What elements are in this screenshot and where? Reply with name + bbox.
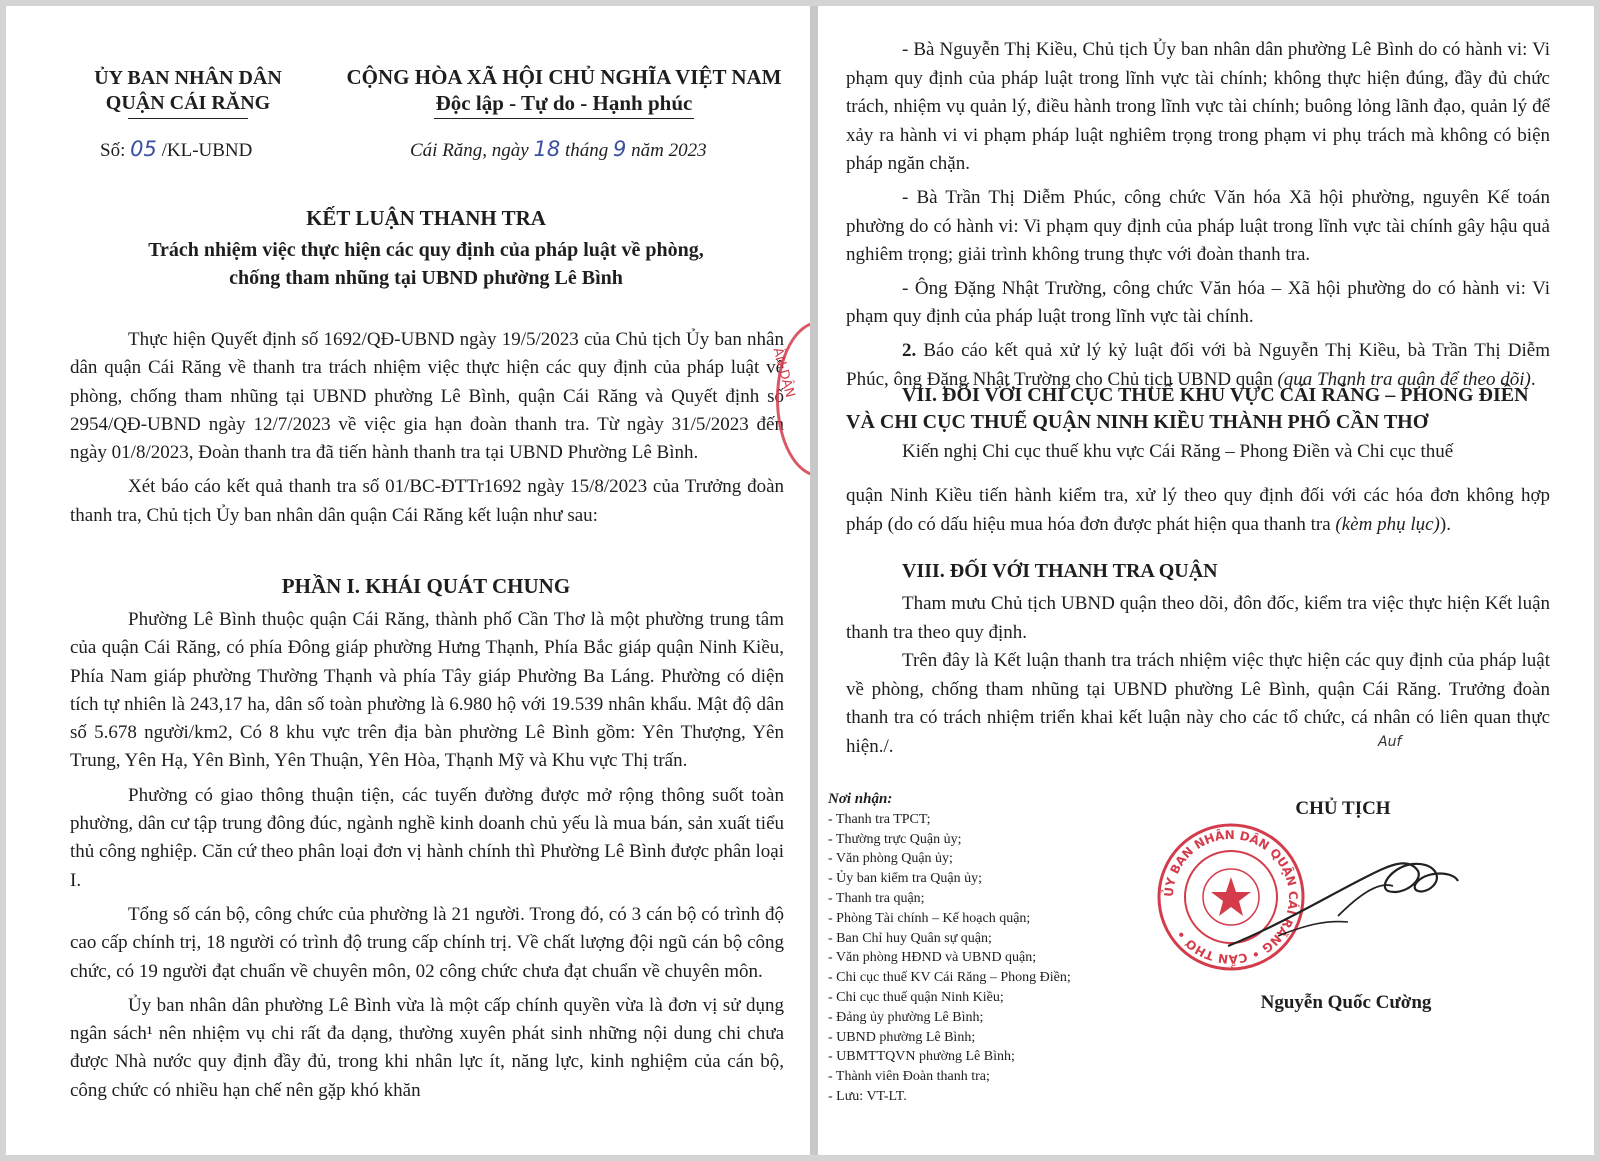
country-name: CỘNG HÒA XÃ HỘI CHỦ NGHĨA VIỆT NAM — [346, 65, 782, 89]
title-sub-1: Trách nhiệm việc thực hiện các quy định của pháp luật về phòng, — [148, 239, 704, 261]
signer-name: Nguyễn Quốc Cường — [1260, 992, 1432, 1013]
intro-paragraph: Xét báo cáo kết quả thanh tra số 01/BC-ĐTTr1692 ngày 15/8/2023 của Trưởng đoàn thanh tra, Chủ tịch Ủy ban nhân dân quận Cái Răng kết luận như sau: — [70, 476, 784, 526]
date-prefix: Cái Răng, ngày — [410, 140, 529, 161]
report-item-text: Báo cáo kết quả xử lý kỷ luật đối với bà Nguyễn Thị Kiều, bà Trần Thị Diễm Phúc, ông Đặng Nhật Trường cho Chủ tịch UBND quận — [846, 339, 1550, 390]
recipient-item: - Thanh tra quận; — [828, 890, 925, 906]
recipient-item: - Ủy ban kiểm tra Quận ủy; — [828, 871, 982, 887]
day-handwritten: 18 — [533, 137, 561, 161]
closing-block — [846, 647, 1550, 766]
document-date — [410, 137, 707, 162]
discipline-item: - Bà Nguyễn Thị Kiều, Chủ tịch Ủy ban nhân dân phường Lê Bình do có hành vi: Vi phạm quy định của pháp luật trong lĩnh vực tài chính; không thực hiện đúng, đầy đủ chức trách, nhiệm vụ quản lý, điều hành trong lĩnh vực tài chính; buông lỏng lãnh đạo, quản lý để xảy ra hành vi vi phạm pháp luật nghiêm trọng trong phạm vi phụ trách mà không có biện pháp ngăn chặn. — [846, 39, 1550, 175]
national-motto: Độc lập - Tự do - Hạnh phúc — [435, 91, 693, 115]
recipients — [828, 790, 1128, 1107]
section7-text: quận Ninh Kiều tiến hành kiểm tra, xử lý theo quy định đối với các hóa đơn không hợp pháp (do có dấu hiệu mua hóa đơn được phát hiện qua thanh tra — [846, 485, 1550, 535]
year-text: năm 2023 — [631, 140, 707, 161]
agency-line-1: ỦY BAN NHÂN DÂN — [94, 67, 282, 89]
recipients-title: Nơi nhận: — [828, 791, 893, 807]
part1-paragraph: Tổng số cán bộ, công chức của phường là 21 người. Trong đó, có 3 cán bộ có trình độ cao cấp chính trị, 18 người có trình độ trung cấp chính trị. Về chất lượng đội ngũ cán bộ công chức, có 19 người đạt chuẩn về chuyên môn, 02 công chức chưa đạt chuẩn về chuyên môn. — [70, 903, 784, 982]
report-item-end: . — [1530, 368, 1536, 390]
discipline-item: - Ông Đặng Nhật Trường, công chức Văn hóa – Xã hội phường do có hành vi: Vi phạm quy định của pháp luật trong lĩnh vực tài chính. — [846, 277, 1550, 328]
right-page — [818, 6, 1594, 1155]
recipient-item: - Phòng Tài chính – Kế hoạch quận; — [828, 910, 1031, 926]
section7-rest — [846, 482, 1550, 544]
recipient-item: - Đảng ủy phường Lê Bình; — [828, 1009, 984, 1025]
month-label: tháng — [564, 140, 609, 161]
issuing-agency — [68, 66, 308, 119]
recipient-item: - Văn phòng HĐND và UBND quận; — [828, 950, 1037, 966]
section7-body — [846, 438, 1550, 472]
section8-heading: VIII. ĐỐI VỚI THANH TRA QUẬN — [902, 560, 1218, 582]
intro-paragraphs — [70, 326, 784, 536]
intro-paragraph: Thực hiện Quyết định số 1692/QĐ-UBND ngày 19/5/2023 của Chủ tịch Ủy ban nhân dân quận Cái Răng về thanh tra trách nhiệm việc thực hiện các quy định của pháp luật về phòng, chống tham nhũng tại UBND phường Lê Bình, quận Cái Răng và Quyết định số 2954/QĐ-UBND ngày 12/7/2023 về việc gia hạn đoàn thanh tra. Từ ngày 31/5/2023 đến ngày 01/8/2023, Đoàn thanh tra đã tiến hành thanh tra tại UBND Phường Lê Bình. — [70, 329, 784, 464]
partial-stamp-text: ÂN DÂN — [769, 346, 798, 400]
left-page — [6, 6, 810, 1155]
closing-paragraph: Trên đây là Kết luận thanh tra trách nhiệm việc thực hiện các quy định của pháp luật về phòng, chống tham nhũng tại UBND phường Lê Bình, quận Cái Răng. Trưởng đoàn thanh tra có trách nhiệm triển khai kết luận này cho các tổ chức, cá nhân có liên quan thực hiện./. — [846, 650, 1550, 757]
recipient-item: - Chi cục thuế quận Ninh Kiều; — [828, 989, 1004, 1005]
document-title — [66, 204, 786, 292]
number-prefix: Số: — [100, 140, 126, 161]
section7-heading: VII. ĐỐI VỚI CHI CỤC THUẾ KHU VỰC CÁI RĂNG – PHONG ĐIỀN VÀ CHI CỤC THUẾ QUẬN NINH KIỀU THÀNH PHỐ CẦN THƠ — [846, 384, 1529, 433]
recipient-item: - Văn phòng Quận ủy; — [828, 851, 953, 867]
recipient-item: - UBMTTQVN phường Lê Bình; — [828, 1049, 1015, 1065]
section8-body — [846, 590, 1550, 652]
closing-initials: Auf — [1378, 734, 1402, 750]
page-divider — [810, 6, 818, 1155]
part1-paragraph: Phường có giao thông thuận tiện, các tuyến đường được mở rộng thông suốt toàn phường, dân cư tập trung đông đúc, ngành nghề kinh doanh chủ yếu là mua bán, sản xuất tiểu thủ công nghiệp. Căn cứ theo phân loại đơn vị hành chính thì Phường Lê Bình được phân loại I. — [70, 784, 784, 891]
part1-paragraphs — [70, 606, 784, 1111]
number-suffix: /KL-UBND — [161, 140, 253, 161]
recipient-item: - Thanh tra TPCT; — [828, 811, 931, 827]
motto-underline — [434, 118, 694, 119]
recipient-item: - Thành viên Đoàn thanh tra; — [828, 1069, 990, 1085]
discipline-list — [846, 36, 1550, 399]
recipient-item: - Thường trực Quận ủy; — [828, 831, 962, 847]
section8-text: Tham mưu Chủ tịch UBND quận theo dõi, đôn đốc, kiểm tra việc thực hiện Kết luận thanh tra theo quy định. — [846, 593, 1550, 643]
recipient-item: - Lưu: VT-LT. — [828, 1088, 907, 1104]
report-item-italic: (qua Thanh tra quận để theo dõi) — [1277, 368, 1531, 390]
agency-line-2: QUẬN CÁI RĂNG — [105, 92, 271, 114]
part1-heading: PHẦN I. KHÁI QUÁT CHUNG — [281, 574, 571, 598]
seal-text: ỦY BAN NHÂN DÂN QUẬN CÁI RĂNG • CẦN THƠ • — [1161, 827, 1301, 967]
recipient-item: - Chi cục thuế KV Cái Răng – Phong Điền; — [828, 970, 1071, 986]
section7-line1: Kiến nghị Chi cục thuế khu vực Cái Răng – Phong Điền và Chi cục thuế — [902, 441, 1454, 462]
discipline-item: - Bà Trần Thị Diễm Phúc, công chức Văn hóa Xã hội phường, nguyên Kế toán phường do có hành vi: Vi phạm quy định của pháp luật trong lĩnh vực tài chính gây hậu quả nghiêm trọng; giải trình không trung thực với đoàn thanh tra. — [846, 186, 1550, 266]
national-header — [344, 64, 784, 119]
number-handwritten: 05 — [130, 137, 157, 161]
section7-italic: (kèm phụ lục) — [1335, 513, 1440, 535]
title-main: KẾT LUẬN THANH TRA — [306, 206, 546, 230]
recipient-item: - Ban Chỉ huy Quân sự quận; — [828, 930, 992, 946]
part1-paragraph: Phường Lê Bình thuộc quận Cái Răng, thành phố Cần Thơ là một phường trung tâm của quận Cái Răng, có phía Đông giáp phường Hưng Thạnh, Phía Bắc giáp quận Ninh Kiều, Phía Nam giáp phường Thường Thạnh và phía Tây giáp Phường Ba Láng. Phường có diện tích tự nhiên là 243,17 ha, dân số toàn phường là 6.980 hộ với 19.539 nhân khẩu. Mật độ dân số 5.678 người/km2, Có 8 khu vực trên địa bàn phường Lê Bình gồm: Yên Thượng, Yên Trung, Yên Hạ, Yên Bình, Yên Thuận, Yên Hòa, Thạnh Mỹ và Khu vực Thị trấn. — [70, 609, 784, 772]
agency-underline — [128, 118, 248, 119]
title-sub-2: chống tham nhũng tại UBND phường Lê Bình — [229, 267, 623, 289]
recipient-item: - UBND phường Lê Bình; — [828, 1029, 976, 1045]
signer-title: CHỦ TỊCH — [1295, 798, 1391, 819]
month-handwritten: 9 — [613, 137, 627, 161]
part1-paragraph: Ủy ban nhân dân phường Lê Bình vừa là một cấp chính quyền vừa là đơn vị sử dụng ngân sách¹ nên nhiệm vụ chi rất đa dạng, thường xuyên phát sinh những nội dung chi chưa được Nhà nước quy định đầy đủ, trong khi nhân lực ít, năng lực, kinh nghiệm của cán bộ, công chức có nhiều hạn chế nên gặp khó khăn — [70, 994, 784, 1101]
section7-end: ). — [1439, 513, 1451, 535]
report-item-number: 2. — [902, 339, 917, 361]
document-number — [100, 137, 252, 162]
handwritten-signature — [1218, 836, 1468, 966]
